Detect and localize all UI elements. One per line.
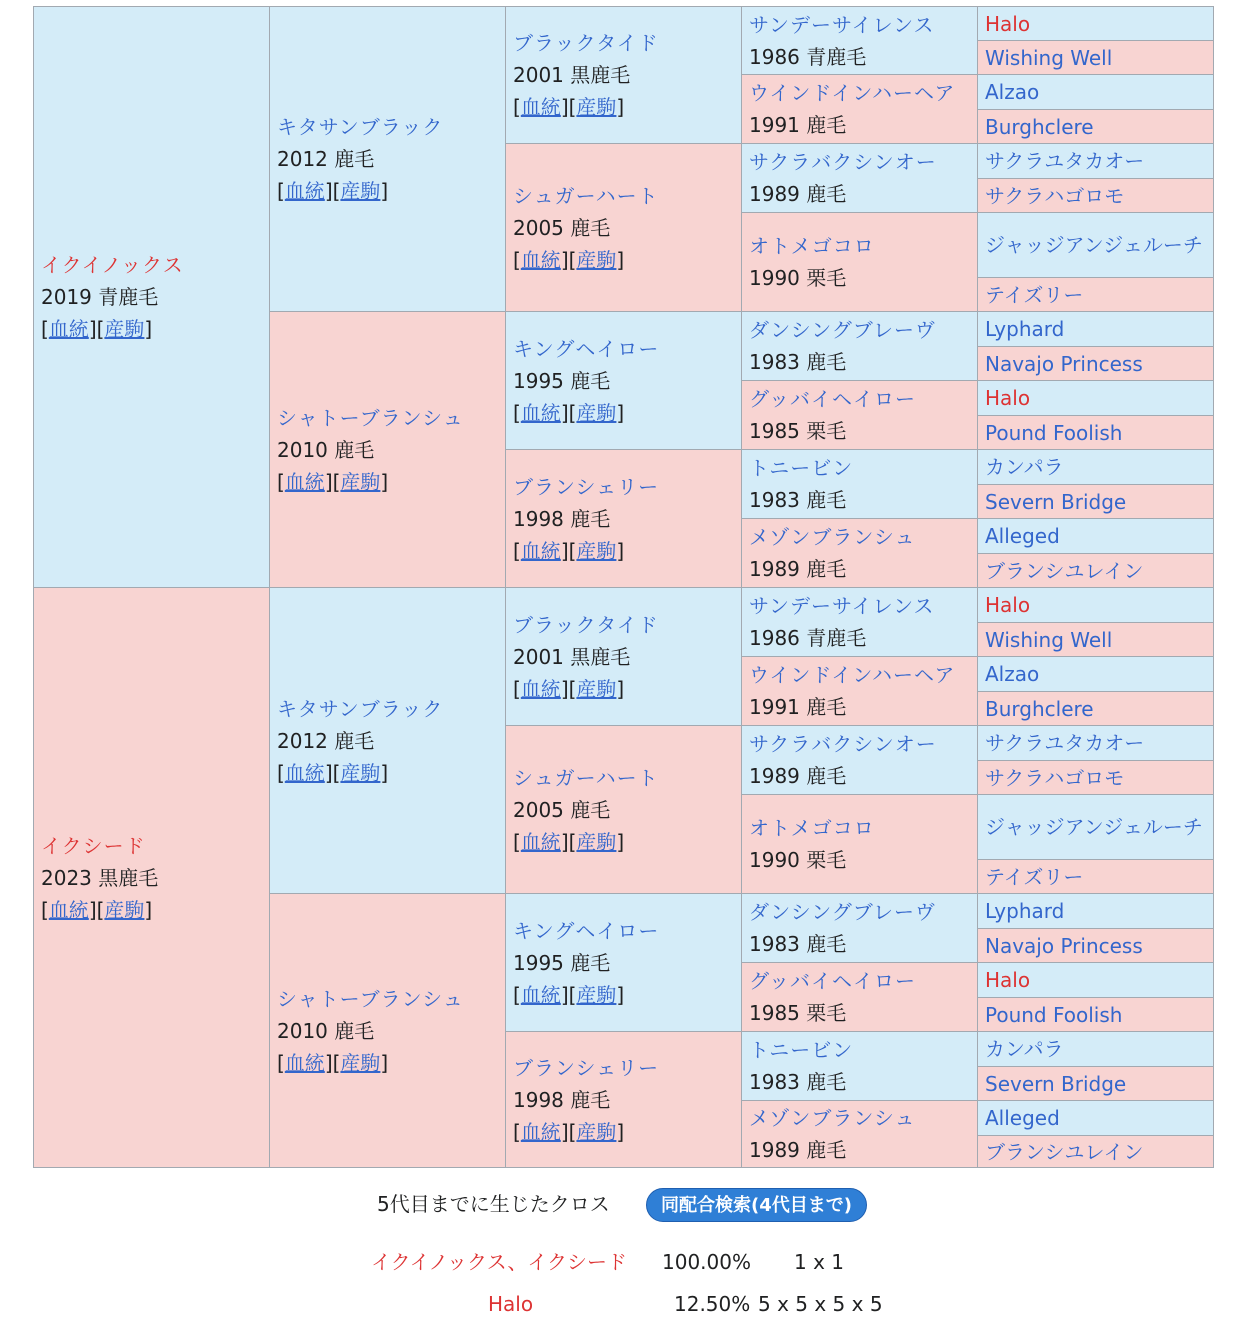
- pedigree-links: [513, 397, 737, 429]
- cross-row-name-1: [371, 1248, 627, 1276]
- pedigree-cell-gen3: [505, 311, 742, 450]
- pedigree-cell-gen1: [33, 587, 270, 1168]
- pedigree-links: [513, 826, 737, 858]
- offspring-link[interactable]: 産駒: [340, 469, 381, 494]
- pedigree-links: [513, 91, 737, 123]
- bracket: ]: [616, 95, 625, 119]
- lineage-link[interactable]: 血統: [520, 676, 561, 701]
- horse-year-coat: 1985 栗毛: [749, 1001, 847, 1025]
- offspring-link[interactable]: 産駒: [340, 1050, 381, 1075]
- horse-name-link[interactable]: ブラックタイド: [513, 612, 659, 637]
- pedigree-cell-gen4: [741, 962, 978, 1032]
- bracket: ]: [380, 1050, 389, 1075]
- pedigree-links: [513, 673, 737, 705]
- horse-name-link[interactable]: ブランシェリー: [513, 474, 660, 499]
- offspring-link[interactable]: 産駒: [576, 982, 617, 1007]
- horse-name-link[interactable]: Pound Foolish: [985, 1002, 1123, 1027]
- bracket: ][: [324, 469, 341, 494]
- bracket: ]: [616, 1119, 625, 1144]
- horse-name-link[interactable]: サクラバクシンオー: [749, 150, 937, 174]
- pedigree-links: [513, 244, 737, 276]
- horse-name-link[interactable]: イクイノックス: [41, 253, 184, 277]
- pedigree-cell-gen4: [741, 380, 978, 450]
- horse-name-link[interactable]: Alzao: [985, 80, 1040, 104]
- horse-name-link[interactable]: オトメゴコロ: [749, 234, 875, 258]
- bracket: ]: [616, 982, 625, 1007]
- horse-name-link[interactable]: ブランシェリー: [513, 1055, 660, 1080]
- horse-year-coat: 1986 青鹿毛: [749, 626, 867, 650]
- pedigree-cell-gen5: [977, 928, 1214, 963]
- bracket: [: [513, 982, 521, 1007]
- offspring-link[interactable]: 産駒: [576, 400, 617, 425]
- horse-name-link[interactable]: カンパラ: [985, 1037, 1064, 1061]
- pedigree-links: [513, 535, 737, 567]
- pedigree-cell-gen4: [741, 311, 978, 381]
- horse-name-link[interactable]: ブランシユレイン: [985, 558, 1144, 583]
- bracket: [: [41, 317, 49, 341]
- pedigree-cell-gen5: [977, 893, 1214, 929]
- pedigree-cell-gen4: [741, 656, 978, 726]
- bracket: ][: [560, 982, 577, 1007]
- pedigree-cell-gen5: [977, 1031, 1214, 1067]
- pedigree-cell-gen5: [977, 109, 1214, 144]
- horse-year-coat: 2010 鹿毛: [277, 437, 375, 462]
- bracket: [: [513, 247, 521, 272]
- horse-name-link[interactable]: メゾンブランシュ: [749, 525, 916, 549]
- offspring-link[interactable]: 産駒: [576, 676, 617, 701]
- horse-name-link[interactable]: ジャッジアンジェルーチ: [985, 815, 1203, 839]
- bracket: [: [513, 676, 521, 701]
- bracket: ][: [560, 400, 577, 425]
- pedigree-cell-gen4: [741, 1100, 978, 1168]
- horse-name-link[interactable]: サクラハゴロモ: [985, 183, 1125, 208]
- horse-name-link[interactable]: Severn Bridge: [985, 489, 1127, 514]
- horse-name-link[interactable]: グッバイヘイロー: [749, 387, 916, 411]
- horse-name-link[interactable]: キングヘイロー: [513, 918, 660, 943]
- horse-name-link[interactable]: Severn Bridge: [985, 1071, 1127, 1096]
- horse-name-link[interactable]: Lyphard: [985, 899, 1065, 923]
- pedigree-cell-gen4: [741, 587, 978, 657]
- cross-row-name-2: [488, 1290, 533, 1318]
- pedigree-cell-gen5: [977, 656, 1214, 692]
- bracket: ][: [324, 760, 341, 785]
- pedigree-cell-gen4: [741, 449, 978, 519]
- horse-year-coat: 1990 栗毛: [749, 266, 847, 290]
- horse-year-coat: 1991 鹿毛: [749, 695, 847, 719]
- horse-year-coat: 1989 鹿毛: [749, 1138, 847, 1162]
- pedigree-cell-gen3: [505, 143, 742, 312]
- offspring-link[interactable]: 産駒: [576, 247, 617, 272]
- bracket: [: [513, 1119, 521, 1144]
- pedigree-links: [277, 1047, 501, 1079]
- pedigree-cell-gen3: [505, 587, 742, 726]
- pedigree-cell-gen1: [33, 6, 270, 588]
- bracket: ]: [616, 247, 625, 272]
- pedigree-cell-gen5: [977, 997, 1214, 1032]
- bracket: ][: [560, 829, 577, 854]
- pedigree-cell-gen5: [977, 212, 1214, 278]
- cross-percent: 12.50%: [674, 1292, 751, 1316]
- horse-year-coat: 1983 鹿毛: [749, 1070, 847, 1094]
- horse-year-coat: 1998 鹿毛: [513, 506, 611, 531]
- horse-name-link[interactable]: Halo: [985, 11, 1031, 36]
- lineage-link[interactable]: 血統: [520, 538, 561, 563]
- cross-name[interactable]: イクイノックス、イクシード: [371, 1250, 627, 1274]
- pedigree-cell-gen3: [505, 449, 742, 588]
- horse-name-link[interactable]: テイズリー: [985, 864, 1084, 889]
- horse-name-link[interactable]: ウインドインハーヘア: [749, 81, 956, 105]
- lineage-link[interactable]: 血統: [284, 469, 325, 494]
- horse-name-link[interactable]: ウインドインハーヘア: [749, 663, 956, 687]
- horse-name-link[interactable]: サンデーサイレンス: [749, 594, 935, 618]
- bracket: ][: [560, 1119, 577, 1144]
- lineage-link[interactable]: 血統: [520, 1119, 561, 1144]
- horse-name-link[interactable]: オトメゴコロ: [749, 816, 875, 840]
- horse-name-link[interactable]: メゾンブランシュ: [749, 1106, 916, 1130]
- horse-name-link[interactable]: ジャッジアンジェルーチ: [985, 233, 1203, 257]
- bracket: ][: [560, 247, 577, 272]
- pedigree-cell-gen5: [977, 484, 1214, 519]
- horse-year-coat: 1989 鹿毛: [749, 557, 847, 581]
- bracket: ]: [616, 538, 625, 563]
- horse-name-link[interactable]: ダンシングブレーヴ: [749, 318, 936, 342]
- horse-name-link[interactable]: Navajo Princess: [985, 351, 1143, 376]
- bracket: ][: [560, 676, 577, 701]
- pedigree-cell-gen3: [505, 6, 742, 144]
- pedigree-links: [513, 979, 737, 1011]
- pedigree-cell-gen2: [269, 311, 506, 588]
- pedigree-cell-gen5: [977, 415, 1214, 450]
- pedigree-cell-gen5: [977, 346, 1214, 381]
- pedigree-cell-gen4: [741, 74, 978, 144]
- bracket: [: [277, 760, 285, 785]
- bracket: ]: [144, 897, 153, 922]
- horse-name-link[interactable]: Wishing Well: [985, 45, 1113, 70]
- horse-year-coat: 1990 栗毛: [749, 848, 847, 872]
- pedigree-cell-gen5: [977, 518, 1214, 554]
- horse-name-link[interactable]: ブラックタイド: [513, 31, 659, 55]
- bracket: ][: [324, 179, 341, 203]
- horse-name-link[interactable]: Halo: [985, 593, 1031, 617]
- horse-year-coat: 1989 鹿毛: [749, 182, 847, 206]
- horse-name-link[interactable]: Halo: [985, 386, 1031, 410]
- bracket: ]: [380, 179, 389, 203]
- lineage-link[interactable]: 血統: [520, 400, 561, 425]
- horse-name-link[interactable]: Alzao: [985, 662, 1040, 686]
- pedigree-cell-gen5: [977, 962, 1214, 998]
- pedigree-cell-gen5: [977, 277, 1214, 312]
- bracket: ][: [88, 897, 105, 922]
- lineage-link[interactable]: 血統: [284, 179, 325, 203]
- lineage-link[interactable]: 血統: [284, 760, 325, 785]
- offspring-link[interactable]: 産駒: [104, 897, 145, 922]
- pedigree-links: [277, 175, 501, 207]
- bracket: ]: [616, 400, 625, 425]
- horse-name-link[interactable]: Alleged: [985, 524, 1060, 548]
- offspring-link[interactable]: 産駒: [576, 538, 617, 563]
- cross-generation: 5 x 5 x 5 x 5: [758, 1292, 883, 1316]
- horse-name-link[interactable]: サクラハゴロモ: [985, 765, 1125, 790]
- bracket: ]: [616, 676, 625, 701]
- bracket: ]: [616, 829, 625, 854]
- pedigree-cell-gen5: [977, 74, 1214, 110]
- pedigree-cell-gen5: [977, 553, 1214, 588]
- horse-year-coat: 1989 鹿毛: [749, 764, 847, 788]
- pedigree-links: [277, 466, 501, 498]
- horse-year-coat: 2023 黒鹿毛: [41, 865, 159, 890]
- cross-percent: 100.00%: [662, 1250, 751, 1274]
- horse-year-coat: 1985 栗毛: [749, 419, 847, 443]
- horse-year-coat: 1991 鹿毛: [749, 113, 847, 137]
- horse-name-link[interactable]: シャトーブランシュ: [277, 986, 464, 1011]
- lineage-link[interactable]: 血統: [48, 897, 89, 922]
- pedigree-cell-gen4: [741, 143, 978, 213]
- pedigree-cell-gen5: [977, 1100, 1214, 1136]
- horse-name-link[interactable]: シュガーハート: [513, 765, 659, 790]
- pedigree-cell-gen5: [977, 691, 1214, 726]
- horse-name-link[interactable]: キングヘイロー: [513, 336, 660, 361]
- horse-year-coat: 1983 鹿毛: [749, 488, 847, 512]
- pedigree-cell-gen5: [977, 449, 1214, 485]
- same-mating-search-button[interactable]: 同配合検索(4代目まで): [646, 1188, 867, 1222]
- pedigree-cell-gen4: [741, 6, 978, 75]
- horse-year-coat: 2001 黒鹿毛: [513, 63, 631, 87]
- pedigree-links: [41, 894, 265, 926]
- horse-year-coat: 2001 黒鹿毛: [513, 644, 631, 669]
- horse-year-coat: 2019 青鹿毛: [41, 285, 159, 309]
- horse-name-link[interactable]: ブランシユレイン: [985, 1139, 1144, 1164]
- bracket: [: [513, 95, 521, 119]
- horse-name-link[interactable]: シュガーハート: [513, 183, 659, 208]
- bracket: ][: [560, 538, 577, 563]
- horse-name-link[interactable]: サクラバクシンオー: [749, 732, 937, 756]
- offspring-link[interactable]: 産駒: [576, 1119, 617, 1144]
- pedigree-cell-gen4: [741, 725, 978, 795]
- pedigree-cell-gen3: [505, 893, 742, 1032]
- horse-name-link[interactable]: トニービン: [749, 1038, 854, 1062]
- bracket: ][: [88, 317, 105, 341]
- horse-name-link[interactable]: キタサンブラック: [277, 115, 444, 139]
- horse-name-link[interactable]: キタサンブラック: [277, 696, 444, 721]
- pedigree-links: [513, 1116, 737, 1148]
- pedigree-cell-gen5: [977, 859, 1214, 894]
- pedigree-links: [41, 313, 265, 345]
- pedigree-cell-gen5: [977, 622, 1214, 657]
- bracket: [: [513, 400, 521, 425]
- horse-year-coat: 2005 鹿毛: [513, 215, 611, 240]
- pedigree-cell-gen5: [977, 6, 1214, 41]
- offspring-link[interactable]: 産駒: [576, 829, 617, 854]
- horse-name-link[interactable]: Alleged: [985, 1106, 1060, 1130]
- bracket: ]: [380, 469, 389, 494]
- bracket: [: [513, 829, 521, 854]
- cross-generation: 1 x 1: [794, 1250, 844, 1274]
- horse-name-link[interactable]: Burghclere: [985, 114, 1094, 139]
- pedigree-cell-gen4: [741, 794, 978, 894]
- horse-year-coat: 1983 鹿毛: [749, 350, 847, 374]
- pedigree-cell-gen5: [977, 143, 1214, 179]
- horse-name-link[interactable]: サクラユタカオー: [985, 149, 1145, 173]
- pedigree-cell-gen5: [977, 380, 1214, 416]
- pedigree-cell-gen5: [977, 1066, 1214, 1101]
- pedigree-cell-gen3: [505, 725, 742, 894]
- horse-name-link[interactable]: ダンシングブレーヴ: [749, 900, 936, 924]
- pedigree-cell-gen2: [269, 6, 506, 312]
- horse-name-link[interactable]: Burghclere: [985, 696, 1094, 721]
- pedigree-cell-gen5: [977, 587, 1214, 623]
- horse-year-coat: 2012 鹿毛: [277, 147, 375, 171]
- horse-name-link[interactable]: イクシード: [41, 833, 146, 858]
- offspring-link[interactable]: 産駒: [104, 317, 145, 341]
- pedigree-links: [277, 757, 501, 789]
- offspring-link[interactable]: 産駒: [576, 95, 617, 119]
- horse-name-link[interactable]: テイズリー: [985, 282, 1084, 307]
- horse-year-coat: 1998 鹿毛: [513, 1087, 611, 1112]
- pedigree-cell-gen5: [977, 794, 1214, 860]
- offspring-link[interactable]: 産駒: [340, 760, 381, 785]
- bracket: ]: [380, 760, 389, 785]
- pedigree-cell-gen2: [269, 893, 506, 1168]
- pedigree-table: [33, 6, 1213, 1167]
- cross-name[interactable]: Halo: [488, 1292, 534, 1316]
- offspring-link[interactable]: 産駒: [340, 179, 381, 203]
- pedigree-cell-gen5: [977, 725, 1214, 761]
- bracket: ][: [560, 95, 577, 119]
- horse-name-link[interactable]: Lyphard: [985, 317, 1065, 341]
- bracket: ]: [144, 317, 153, 341]
- lineage-link[interactable]: 血統: [48, 317, 89, 341]
- horse-name-link[interactable]: Wishing Well: [985, 627, 1113, 652]
- horse-year-coat: 2010 鹿毛: [277, 1018, 375, 1043]
- pedigree-cell-gen5: [977, 178, 1214, 213]
- pedigree-cell-gen2: [269, 587, 506, 894]
- pedigree-cell-gen3: [505, 1031, 742, 1168]
- horse-name-link[interactable]: カンパラ: [985, 455, 1064, 479]
- bracket: ][: [324, 1050, 341, 1075]
- horse-year-coat: 2005 鹿毛: [513, 797, 611, 822]
- bracket: [: [513, 538, 521, 563]
- pedigree-cell-gen5: [977, 760, 1214, 795]
- lineage-link[interactable]: 血統: [284, 1050, 325, 1075]
- horse-year-coat: 1995 鹿毛: [513, 368, 611, 393]
- pedigree-cell-gen4: [741, 518, 978, 588]
- horse-name-link[interactable]: シャトーブランシュ: [277, 405, 464, 430]
- horse-year-coat: 1995 鹿毛: [513, 950, 611, 975]
- horse-name-link[interactable]: グッバイヘイロー: [749, 969, 916, 993]
- horse-year-coat: 1986 青鹿毛: [749, 44, 867, 69]
- pedigree-cell-gen4: [741, 893, 978, 963]
- horse-name-link[interactable]: サンデーサイレンス: [749, 12, 935, 37]
- horse-name-link[interactable]: Pound Foolish: [985, 420, 1123, 445]
- pedigree-cell-gen5: [977, 311, 1214, 347]
- lineage-link[interactable]: 血統: [520, 95, 561, 119]
- horse-name-link[interactable]: Halo: [985, 968, 1031, 992]
- lineage-link[interactable]: 血統: [520, 247, 561, 272]
- horse-year-coat: 1983 鹿毛: [749, 932, 847, 956]
- lineage-link[interactable]: 血統: [520, 829, 561, 854]
- pedigree-cell-gen4: [741, 212, 978, 312]
- bracket: [: [277, 469, 285, 494]
- horse-name-link[interactable]: トニービン: [749, 456, 854, 480]
- bracket: [: [41, 897, 49, 922]
- pedigree-cell-gen5: [977, 40, 1214, 75]
- pedigree-cell-gen4: [741, 1031, 978, 1101]
- bracket: [: [277, 1050, 285, 1075]
- horse-name-link[interactable]: Navajo Princess: [985, 933, 1143, 958]
- pedigree-cell-gen5: [977, 1135, 1214, 1168]
- lineage-link[interactable]: 血統: [520, 982, 561, 1007]
- horse-name-link[interactable]: サクラユタカオー: [985, 731, 1145, 755]
- cross-section-title: 5代目までに生じたクロス: [377, 1192, 610, 1216]
- horse-year-coat: 2012 鹿毛: [277, 728, 375, 753]
- bracket: [: [277, 179, 285, 203]
